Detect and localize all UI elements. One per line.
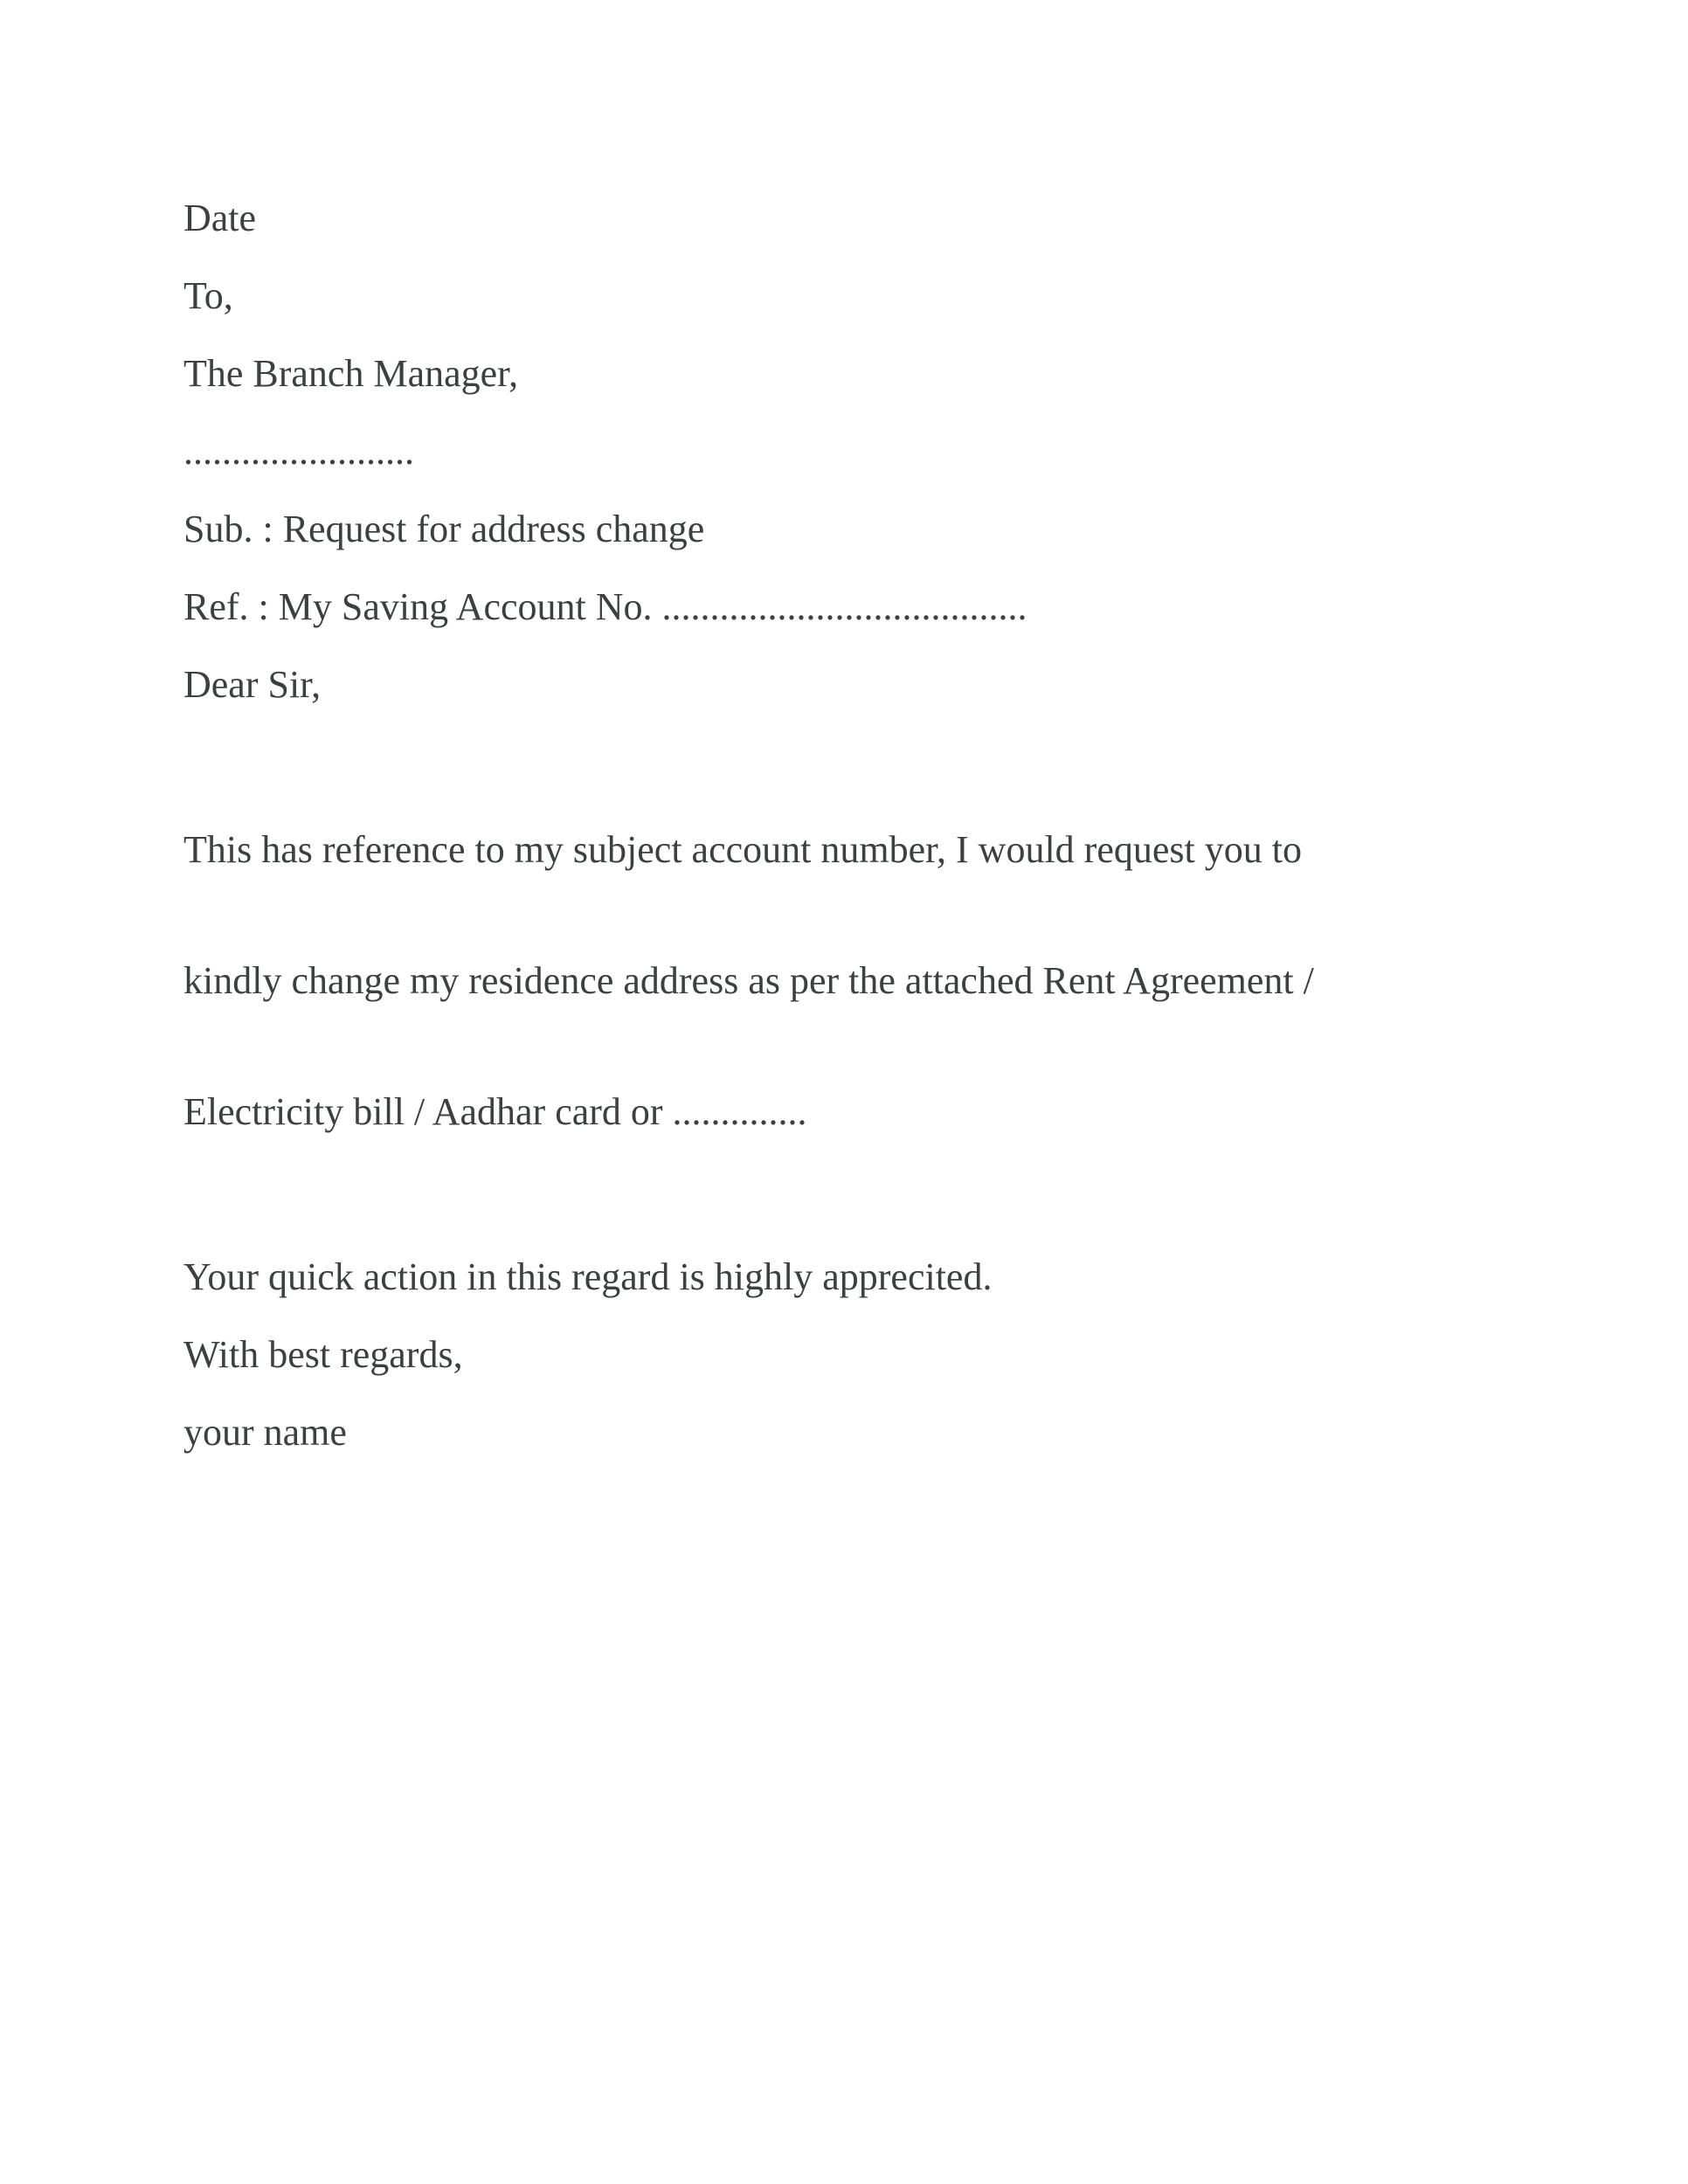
- body-paragraph-line-2: kindly change my residence address as per the attached Rent Agreement /: [183, 959, 1314, 1002]
- subject-line: Sub. : Request for address change: [183, 508, 705, 550]
- regards-line: With best regards,: [183, 1333, 463, 1376]
- signature-line: your name: [183, 1411, 347, 1454]
- body-paragraph-line-3: Electricity bill / Aadhar card or ..............: [183, 1090, 807, 1133]
- closing-request-line: Your quick action in this regard is highly apprecited.: [183, 1255, 993, 1298]
- body-paragraph-line-1: This has reference to my subject account number, I would request you to: [183, 828, 1302, 871]
- date-line: Date: [183, 197, 257, 239]
- salutation-line: Dear Sir,: [183, 663, 322, 706]
- to-line: To,: [183, 274, 233, 317]
- body-paragraph: [183, 741, 1539, 1221]
- recipient-line: The Branch Manager,: [183, 352, 519, 395]
- reference-line: Ref. : My Saving Account No. ......................................: [183, 585, 1027, 628]
- branch-name-placeholder-dots: ........................: [183, 430, 414, 473]
